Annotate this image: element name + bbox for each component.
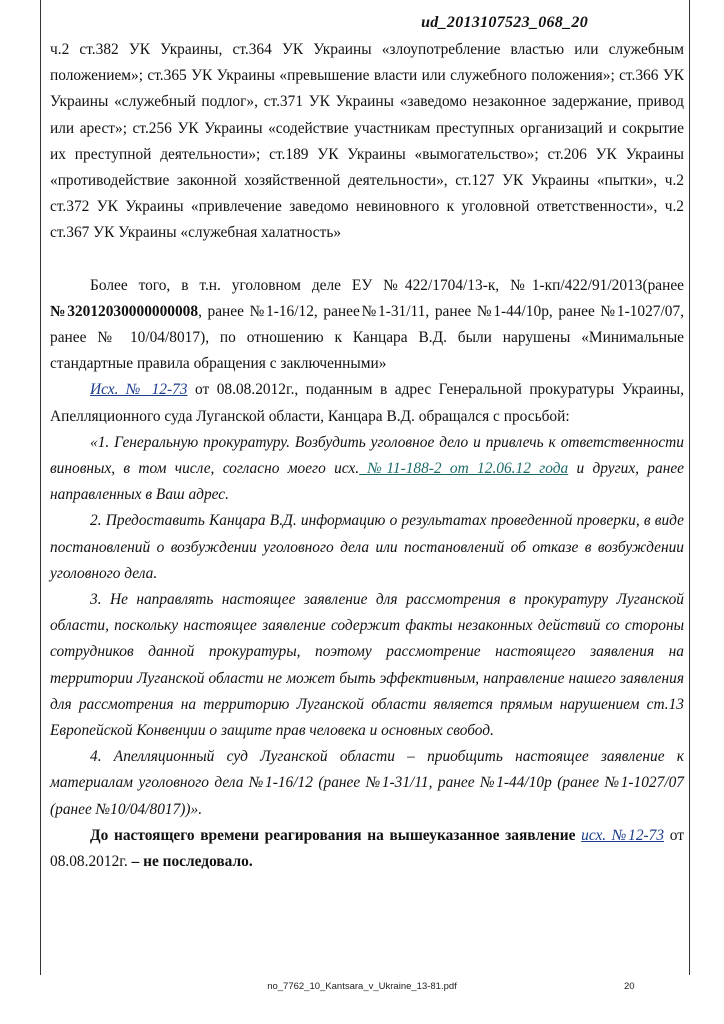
paragraph-request bbox=[50, 377, 684, 429]
ref-link-12-73-conclusion[interactable]: исх. №12-73 bbox=[581, 826, 665, 844]
paragraph-item-3: 3. Не направлять настоящее заявление для рассмотрения в прокуратуру Луганской области, поскольку настоящее заявление содержит факты незаконных действий со стороны сотрудников данной прокуратуры, поэтому рассмотрение настоящего заявления на территории Луганской области не может быть эффективным, направление нашего заявления для рассмотрения на территорию Луганской области является прямым нарушением ст.13 Европейской Конвенции о защите прав человека и основных свобод. bbox=[50, 591, 684, 740]
item1-text-end: и других, ранее направленных в Ваш адрес. bbox=[50, 460, 684, 504]
request-text: от 08.08.2012г., поданным в адрес Генеральной прокуратуры Украины, Апелляционного суда Луганской области, Канцара В.Д. обращался с просьбой: bbox=[50, 381, 684, 425]
conclusion-bold-1: До настоящего времени реагирования на вышеуказанное заявление bbox=[90, 826, 582, 844]
footer-filename: no_7762_10_Kantsara_v_Ukraine_13-81.pdf bbox=[267, 981, 457, 992]
paragraph-item-4: 4. Апелляционный суд Луганской области – приобщить настоящее заявление к материалам уголовного дела №1-16/12 (ранее №1-31/11, ранее №1-44/10р (ранее №1-1027/07 (ранее №10/04/8017))». bbox=[50, 748, 684, 818]
document-body bbox=[50, 37, 684, 875]
paragraph-criminal-case bbox=[50, 273, 684, 378]
paragraph-conclusion bbox=[50, 823, 684, 875]
footer-page-number: 20 bbox=[624, 981, 635, 992]
paragraph-item-1 bbox=[50, 430, 684, 509]
paragraph-articles: ч.2 ст.382 УК Украины, ст.364 УК Украины «злоупотребление властью или служебным положением»; ст.365 УК Украины «превышение власти или служебного положения»; ст.366 УК Украины «служебный подлог», ст.371 УК Украины «заведомо незаконное задержание, привод или арест»; ст.256 УК Украины «содействие участникам преступных организаций и сокрытие их преступной деятельности»; ст.189 УК Украины «вымогательство»; ст.206 УК Украины «противодействие законной хозяйственной деятельности», ст.127 УК Украины «пытки», ч.2 ст.372 УК Украины «привлечение заведомо невиновного к уголовной ответственности», ч.2 ст.367 УК Украины «служебная халатность» bbox=[50, 41, 684, 242]
conclusion-bold-2: – не последовало. bbox=[131, 853, 253, 871]
document-id: ud_2013107523_068_20 bbox=[421, 14, 588, 31]
case-bold-number: №32012030000000008 bbox=[50, 302, 199, 320]
ref-link-11-188-2[interactable]: №11-188-2 от 12.06.12 года bbox=[359, 460, 569, 478]
conclusion-date: от 08.08.2012г. bbox=[50, 826, 684, 871]
paragraph-item-2: 2. Предоставить Канцара В.Д. информацию о результатах проведенной проверки, в виде постановлений о возбуждении уголовного дела или постановлений об отказе в возбуждении уголовного дела. bbox=[50, 512, 684, 582]
case-text-1: Более того, в т.н. уголовном деле ЕУ №422/1704/13-к, №1-кп/422/91/2013(ранее bbox=[90, 276, 684, 294]
paragraph-gap bbox=[50, 247, 684, 273]
ref-link-12-73[interactable]: Исх. № 12-73 bbox=[90, 381, 188, 399]
item1-text: «1. Генеральную прокуратуру. Возбудить уголовное дело и привлечь к ответственности виновных, в том числе, согласно моего исх. bbox=[50, 433, 684, 478]
case-text-2: , ранее №1-16/12, ранее№1-31/11, ранее №1-44/10р, ранее №1-1027/07, ранее № 10/04/8017), по отношению к Канцара В.Д. были нарушены «Минимальные стандартные правила обращения с заключенными» bbox=[50, 302, 684, 373]
